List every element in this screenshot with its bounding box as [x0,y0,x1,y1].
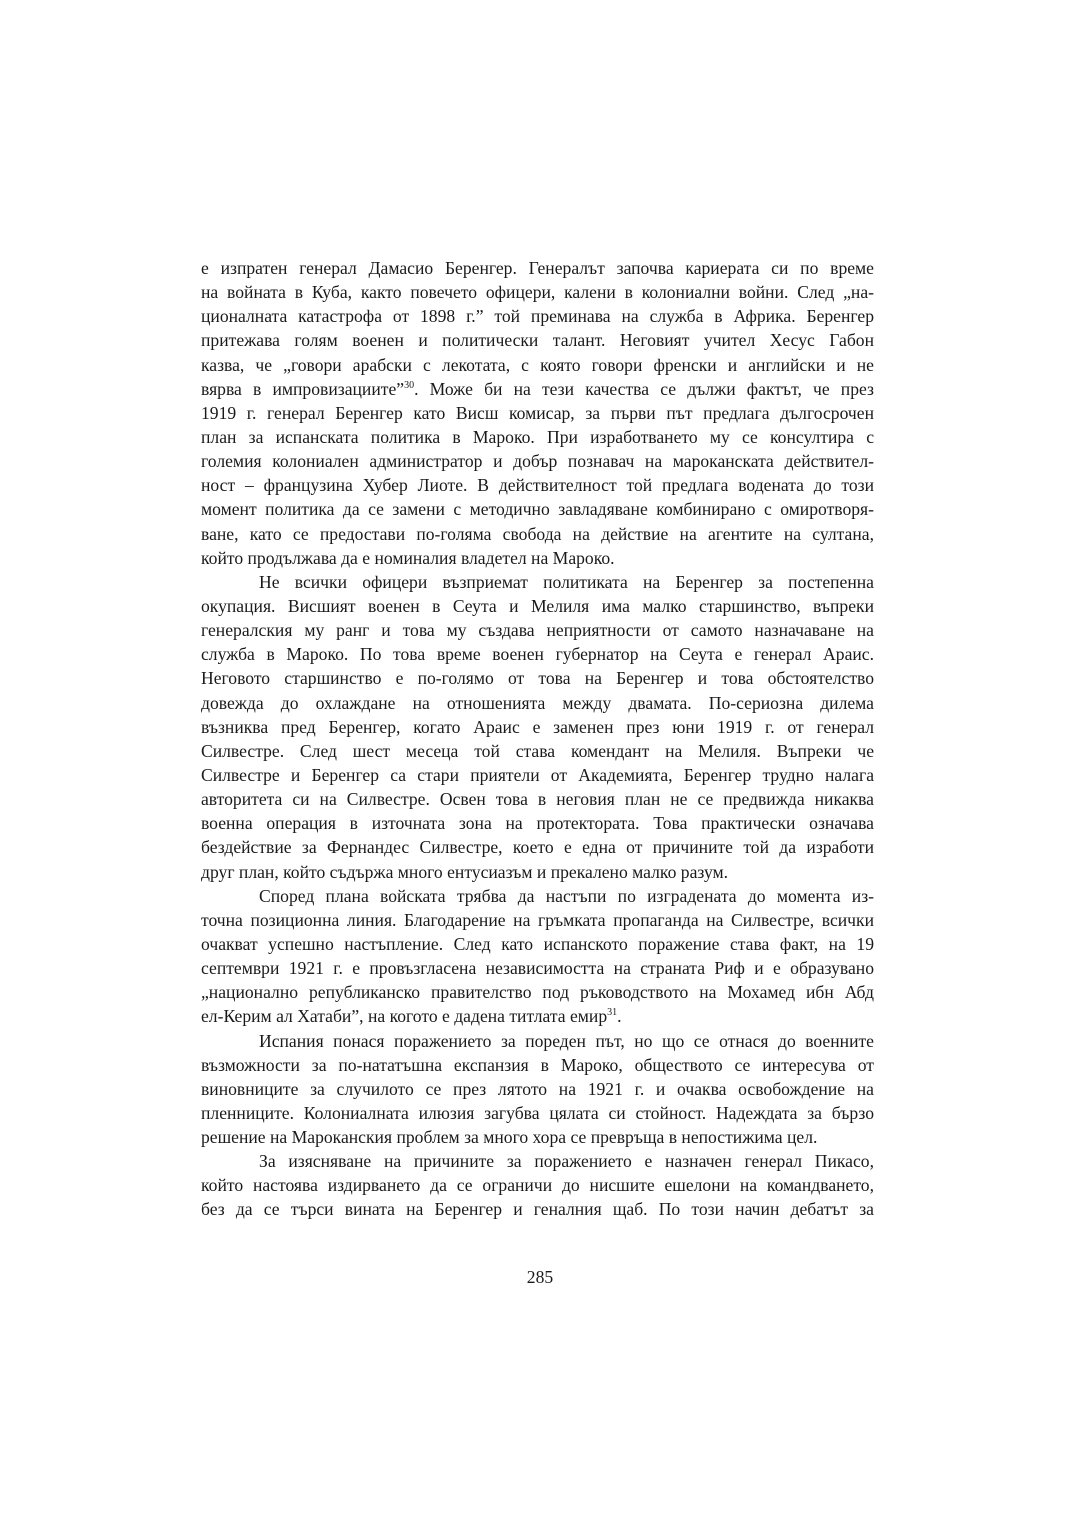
text-line: служба в Мароко. По това време военен губернатор на Сеута е генерал Араис. [201,644,874,665]
text-segment: . Може би на тези качества се дължи фактът, че през [414,378,874,399]
text-line: пленниците. Колониалната илюзия загубва цялата си стойност. Надеждата за бързо [201,1102,874,1123]
text-line: е изпратен генерал Дамасио Беренгер. Генералът започва кариерата си по време [201,258,874,278]
text-line: очакват успешно настъпление. След като испанското поражение става факт, на 19 [201,933,874,954]
text-line: големия колониален администратор и добър познавач на мароканската действител- [201,451,874,472]
text-line: ност – французина Хубер Лиоте. В действителност той предлага водената до този [201,475,874,496]
text-line: виновниците за случилото се през лятото на 1921 г. и очаква освобождение на [201,1078,874,1099]
footnote-reference[interactable]: 31 [607,1007,618,1019]
text-line: без да се търси вината на Беренгер и геналния щаб. По този начин дебатът за [201,1199,874,1220]
text-line: Според плана войската трябва да настъпи по изградената до момента из- [259,885,874,906]
text-line: ционалната катастрофа от 1898 г.” той преминава на служба в Африка. Беренгер [201,306,874,327]
text-line: Неговото старшинство е по-голямо от това на Беренгер и това обстоятелство [201,668,874,689]
text-line: който настоява издирването да се ограничи до нисшите ешелони на командването, [201,1175,874,1196]
text-line: решение на Мароканския проблем за много хора се превръща в непостижима цел. [201,1127,818,1148]
text-line: който продължава да е номиналия владетел на Мароко. [201,547,615,568]
text-line: точна позиционна линия. Благодарение на гръмката пропаганда на Силвестре, всички [201,909,874,930]
text-line: план за испанската политика в Мароко. При изработването му се консултира с [201,426,874,447]
text-line [201,377,874,401]
text-line: момент политика да се замени с методично завладяване комбинирано с омиротворя- [201,499,874,520]
text-line: септември 1921 г. е провъзгласена независимостта на страната Риф и е образувано [201,958,874,979]
text-line: Испания понася поражението за пореден път, но що се отнася до военните [259,1030,874,1051]
text-line: военна операция в източната зона на протектората. Това практически означава [201,813,874,834]
text-line: бездействие за Фернандес Силвестре, което е една от причините той да изработи [201,837,874,858]
text-line: авторитета си на Силвестре. Освен това в неговия план не се предвижда никаква [201,789,874,810]
text-line: Силвестре и Беренгер са стари приятели от Академията, Беренгер трудно налага [201,764,874,785]
text-line: генералския му ранг и това му създава неприятности от самото назначаване на [201,620,874,641]
text-line: Не всички офицери възприемат политиката на Беренгер за постепенна [259,571,874,592]
text-segment: ел-Керим ал Хатаби”, на когото е дадена титлата емир [201,1006,608,1027]
text-line: За изясняване на причините за поражението е назначен генерал Пикасо, [259,1151,874,1172]
text-line: притежава голям военен и политически талант. Неговият учител Хесус Габон [201,330,874,351]
text-line: „национално републиканско правителство под ръководството на Мохамед ибн Абд [201,982,874,1003]
text-line: друг план, който съдържа много ентусиазъм и прекалено малко разум. [201,861,729,882]
body-text [201,256,874,1222]
text-line: казва, че „говори арабски с лекотата, с която говори френски и английски и не [201,354,874,375]
text-line: окупация. Висшият военен в Сеута и Мелиля има малко старшинство, въпреки [201,595,874,616]
text-segment: . [617,1006,622,1027]
footnote-reference[interactable]: 30 [404,379,415,391]
text-line: на войната в Куба, както повечето офицери, калени в колониални войни. След „на- [201,282,874,303]
text-line [201,1004,874,1028]
text-line: възниква пред Беренгер, когато Араис е заменен през юни 1919 г. от генерал [201,716,874,737]
text-line: възможности за по-нататъшна експанзия в Мароко, обществото се интересува от [201,1054,874,1075]
page-number: 285 [526,1267,554,1287]
text-line: ване, като се предостави по-голяма свобода на действие на агентите на султана, [201,523,874,544]
text-line: довежда до охлаждане на отношенията между двамата. По-сериозна дилема [201,692,874,713]
text-line: Силвестре. След шест месеца той става комендант на Мелиля. Въпреки че [201,740,874,761]
text-segment: вярва в импровизациите” [201,378,405,399]
text-line: 1919 г. генерал Беренгер като Висш комисар, за първи път предлага дългосрочен [201,402,874,423]
